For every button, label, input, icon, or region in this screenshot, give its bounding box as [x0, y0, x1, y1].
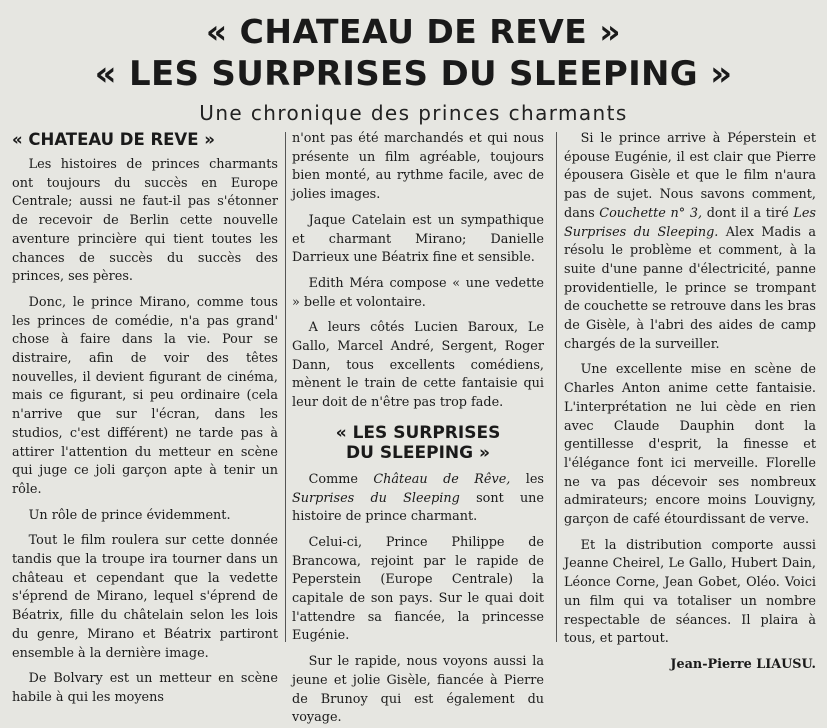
section-heading-line: DU SLEEPING »: [345, 442, 490, 463]
section-heading-sleeping: [292, 423, 544, 463]
paragraph: n'ont pas été marchandés et qui nous présente un film agréable, toujours bien monté, au rythme facile, avec de jolies images.: [292, 131, 544, 203]
section-heading-line: « LES SURPRISES: [335, 422, 501, 443]
paragraph: [292, 471, 544, 527]
paragraph: A leurs côtés Lucien Baroux, Le Gallo, Marcel André, Sergent, Roger Dann, tous excellents comédiens, mènent le train de cette fantaisie qui leur doit de n'être pas trop fade.: [292, 320, 544, 411]
column-2: [292, 130, 545, 726]
paragraph: Jaque Catelain est un sympathique et charmant Mirano; Danielle Darrieux une Béatrix fine et sensible.: [292, 212, 544, 266]
article-subtitle: Une chronique des princes charmants: [199, 101, 628, 125]
paragraph: Edith Méra compose « une vedette » belle et volontaire.: [292, 275, 544, 310]
text-run: Alex Madis a résolu le problème et comment, à la suite d'une panne d'électricité, panne providentielle, le prince se trompant de couchette se retrouve dans les bras de Gisèle, à l'abri des aides de camp chargés de la surveiller.: [564, 224, 816, 352]
text-run: sont une histoire de prince charmant.: [292, 490, 544, 525]
text-run: dont il a tiré: [702, 205, 794, 221]
section-heading-chateau: « CHATEAU DE REVE »: [12, 130, 215, 149]
paragraph: [564, 130, 816, 354]
paragraph: Un rôle de prince évidemment.: [28, 507, 231, 523]
paragraph: Et la distribution comporte aussi Jeanne Cheirel, Le Gallo, Hubert Dain, Léonce Corne, Jean Gobet, Oléo. Voici un film qui va totaliser un nombre respectable de séances. Il plaira à tous, et partout.: [564, 537, 816, 647]
text-run: les: [510, 471, 545, 487]
column-rule-1: [285, 132, 286, 642]
paragraph: Les histoires de princes charmants ont toujours du succès en Europe Centrale; aussi ne faut-il pas s'étonner de recevoir de Berlin cette nouvelle aventure princière qui tient toutes les chances de succès du succès des princes, ses pères.: [12, 157, 278, 285]
text-run: Comme: [308, 471, 374, 487]
paragraph: Celui-ci, Prince Philippe de Brancowa, rejoint par le rapide de Peperstein (Europe Centrale) la capitale de son pays. Sur le quai doit l'attendre sa fiancée, la princesse Eugénie.: [292, 534, 544, 644]
headline-chateau-de-reve: « CHATEAU DE REVE »: [205, 12, 622, 51]
headline-surprises-du-sleeping: « LES SURPRISES DU SLEEPING »: [94, 54, 733, 94]
paragraph: Tout le film roulera sur cette donnée tandis que la troupe ira tourner dans un château et cependant que la vedette s'éprend de Mirano, lequel s'éprend de Béatrix, fille du châtelain selon les lois du genre, Mirano et Béatrix partiront ensemble à la dernière image.: [12, 533, 278, 661]
column-rule-2: [556, 132, 557, 642]
column-3: [564, 130, 816, 672]
paragraph: Sur le rapide, nous voyons aussi la jeune et jolie Gisèle, fiancée à Pierre de Brunoy qui est également du voyage.: [292, 654, 544, 726]
film-title: Les Surprises du Sleeping.: [564, 205, 816, 240]
text-run: Si le prince arrive à Péperstein et épouse Eugénie, il est clair que Pierre épousera Gisèle et que le film n'aura pas de sujet. Nous savons comment, dans: [564, 131, 816, 221]
film-title: Couchette n° 3,: [599, 205, 703, 221]
paragraph: Donc, le prince Mirano, comme tous les princes de comédie, n'a pas grand' chose à faire dans la vie. Pour se distraire, afin de voir des têtes nouvelles, il devient figurant de cinéma, mais ce figurant, si peu ordinaire (cela n'arrive que sur l'écran, dans les studios, c'est différent) ne tarde pas à attirer l'attention du metteur en scène qui juge ce joli garçon apte à tenir un rôle.: [12, 294, 278, 497]
column-1: [12, 130, 278, 705]
paragraph: Une excellente mise en scène de Charles Anton anime cette fantaisie. L'interprétation ne lui cède en rien avec Claude Dauphin dont la gentillesse d'esprit, la finesse et l'élégance font ici merveille. Florelle ne va pas décevoir ses nombreux admirateurs; encore moins Louvigny, garçon de café étourdissant de verve.: [564, 362, 816, 528]
film-title: Surprises du Sleeping: [292, 490, 460, 506]
film-title: Château de Rêve,: [373, 471, 511, 487]
author-signature: Jean-Pierre LIAUSU.: [670, 656, 816, 672]
paragraph: De Bolvary est un metteur en scène habile à qui les moyens: [12, 671, 278, 705]
